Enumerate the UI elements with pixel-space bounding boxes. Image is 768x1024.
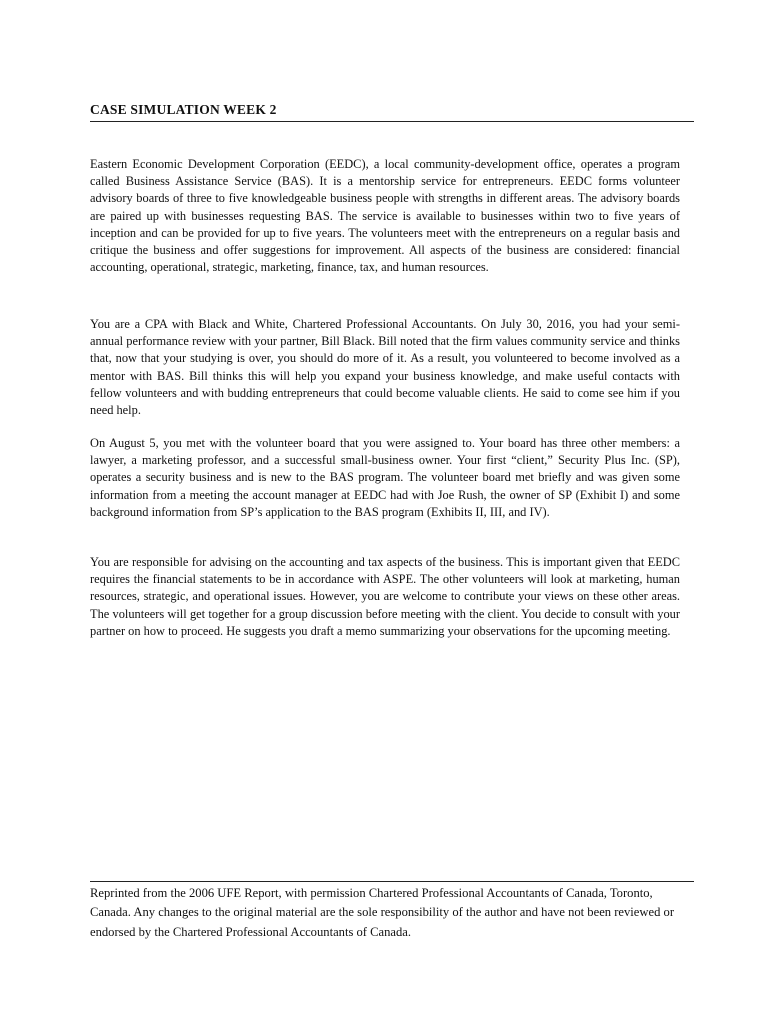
footnote-divider	[90, 881, 694, 882]
footnote-reprint-notice: Reprinted from the 2006 UFE Report, with permission Chartered Professional Accountants of Canada, Toronto, Canada. Any changes to the original material are the sole responsibility of the author and have not been reviewed or endorsed by the Chartered Professional Accountants of Canada.	[90, 886, 675, 939]
paragraph-responsibilities: You are responsible for advising on the accounting and tax aspects of the business. This is important given that EEDC requires the financial statements to be in accordance with ASPE. The other volunteers will look at marketing, human resources, strategic, and operational issues. However, you are welcome to contribute your views on these other areas. The volunteers will get together for a group discussion before meeting with the client. You decide to consult with your partner on how to proceed. He suggests you draft a memo summarizing your observations for the upcoming meeting.	[90, 555, 680, 638]
paragraph-cpa-role: You are a CPA with Black and White, Chartered Professional Accountants. On July 30, 2016, you had your semi-annual performance review with your partner, Bill Black. Bill noted that the firm values community service and thinks that, now that your studying is over, you should do more of it. As a result, you volunteered to become involved as a mentor with BAS. Bill thinks this will help you expand your business knowledge, and make useful contacts with fellow volunteers and with budding entrepreneurs that could become valuable clients. He said to come see him if you need help.	[90, 317, 680, 418]
paragraph-volunteer-board: On August 5, you met with the volunteer board that you were assigned to. Your board has three other members: a lawyer, a marketing professor, and a successful small-business owner. Your first “client,” Security Plus Inc. (SP), operates a security business and is new to the BAS program. The volunteer board met briefly and was given some information from a meeting the account manager at EEDC had with Joe Rush, the owner of SP (Exhibit I) and some background information from SP’s application to the BAS program (Exhibits II, III, and IV).	[90, 436, 680, 519]
document-title: CASE SIMULATION WEEK 2	[90, 102, 694, 122]
paragraph-eedc-program: Eastern Economic Development Corporation (EEDC), a local community-development office, operates a program called Business Assistance Service (BAS). It is a mentorship service for entrepreneurs. EEDC forms volunteer advisory boards of three to five knowledgeable business people with strengths in different areas. The advisory boards are paired up with businesses requesting BAS. The service is available to businesses within two to five years of inception and can be provided for up to five years. The volunteers meet with the entrepreneurs on a regular basis and critique the business and offer suggestions for improvement. All aspects of the business are considered: financial accounting, operational, strategic, marketing, finance, tax, and human resources.	[90, 157, 680, 275]
